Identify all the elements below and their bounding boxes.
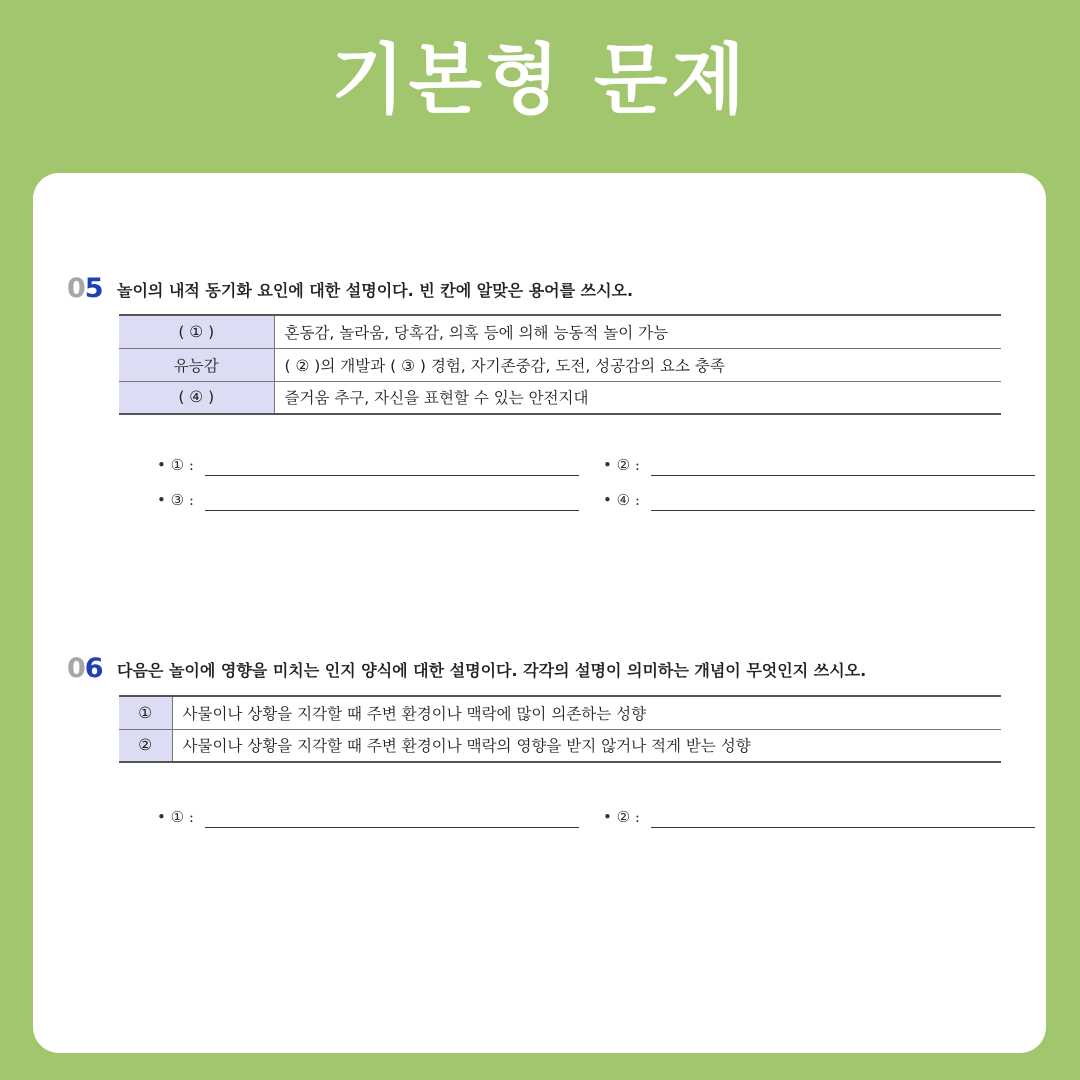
question-prompt: 다음은 놀이에 영향을 미치는 인지 양식에 대한 설명이다. 각각의 설명이 의미하는 개념이 무엇인지 쓰시오. <box>117 661 867 680</box>
answer-line[interactable] <box>651 510 1035 511</box>
row-description: 사물이나 상황을 지각할 때 주변 환경이나 맥락의 영향을 받지 않거나 적게 받는 성향 <box>172 729 1001 762</box>
row-label: ( ① ) <box>119 315 274 348</box>
row-label: ( ④ ) <box>119 381 274 414</box>
row-description: 혼동감, 놀라움, 당혹감, 의혹 등에 의해 능동적 놀이 가능 <box>284 323 669 342</box>
worksheet-card <box>33 173 1046 1053</box>
answer-label: • ② : <box>603 808 640 826</box>
info-table <box>119 314 1001 415</box>
answer-field-3[interactable] <box>157 491 579 513</box>
table-row <box>119 381 1001 414</box>
row-label: ① <box>119 696 172 729</box>
answer-field-4[interactable] <box>603 491 1035 513</box>
answer-field-2[interactable] <box>603 456 1035 478</box>
table-row <box>119 696 1001 729</box>
question-06 <box>67 653 1007 826</box>
answer-line[interactable] <box>205 827 579 828</box>
answer-label: • ① : <box>157 808 194 826</box>
info-table <box>119 695 1001 763</box>
answer-field-1[interactable] <box>157 808 579 830</box>
table-row <box>119 348 1001 381</box>
answer-label: • ④ : <box>603 491 640 509</box>
question-prompt: 놀이의 내적 동기화 요인에 대한 설명이다. 빈 칸에 알맞은 용어를 쓰시오. <box>117 281 634 300</box>
row-description: 즐거움 추구, 자신을 표현할 수 있는 안전지대 <box>274 381 1001 414</box>
question-header <box>67 273 1007 307</box>
row-label: ② <box>119 729 172 762</box>
table-row <box>119 729 1001 762</box>
question-number: 06 <box>67 653 103 684</box>
answer-label: • ③ : <box>157 491 194 509</box>
answer-label: • ① : <box>157 456 194 474</box>
question-number: 05 <box>67 273 103 304</box>
question-05 <box>67 273 1007 509</box>
question-header <box>67 653 1007 687</box>
answer-line[interactable] <box>651 827 1035 828</box>
answer-label: • ② : <box>603 456 640 474</box>
row-label: 유능감 <box>119 348 274 381</box>
answer-line[interactable] <box>651 475 1035 476</box>
answer-line[interactable] <box>205 475 579 476</box>
row-description: ( ② )의 개발과 ( ③ ) 경험, 자기존중감, 도전, 성공감의 요소 충족 <box>274 348 1001 381</box>
answer-line[interactable] <box>205 510 579 511</box>
table-row <box>119 315 1001 348</box>
page-title: 기본형 문제 <box>331 35 749 124</box>
answer-field-1[interactable] <box>157 456 579 478</box>
row-description: 사물이나 상황을 지각할 때 주변 환경이나 맥락에 많이 의존하는 성향 <box>182 704 647 723</box>
answer-field-2[interactable] <box>603 808 1035 830</box>
